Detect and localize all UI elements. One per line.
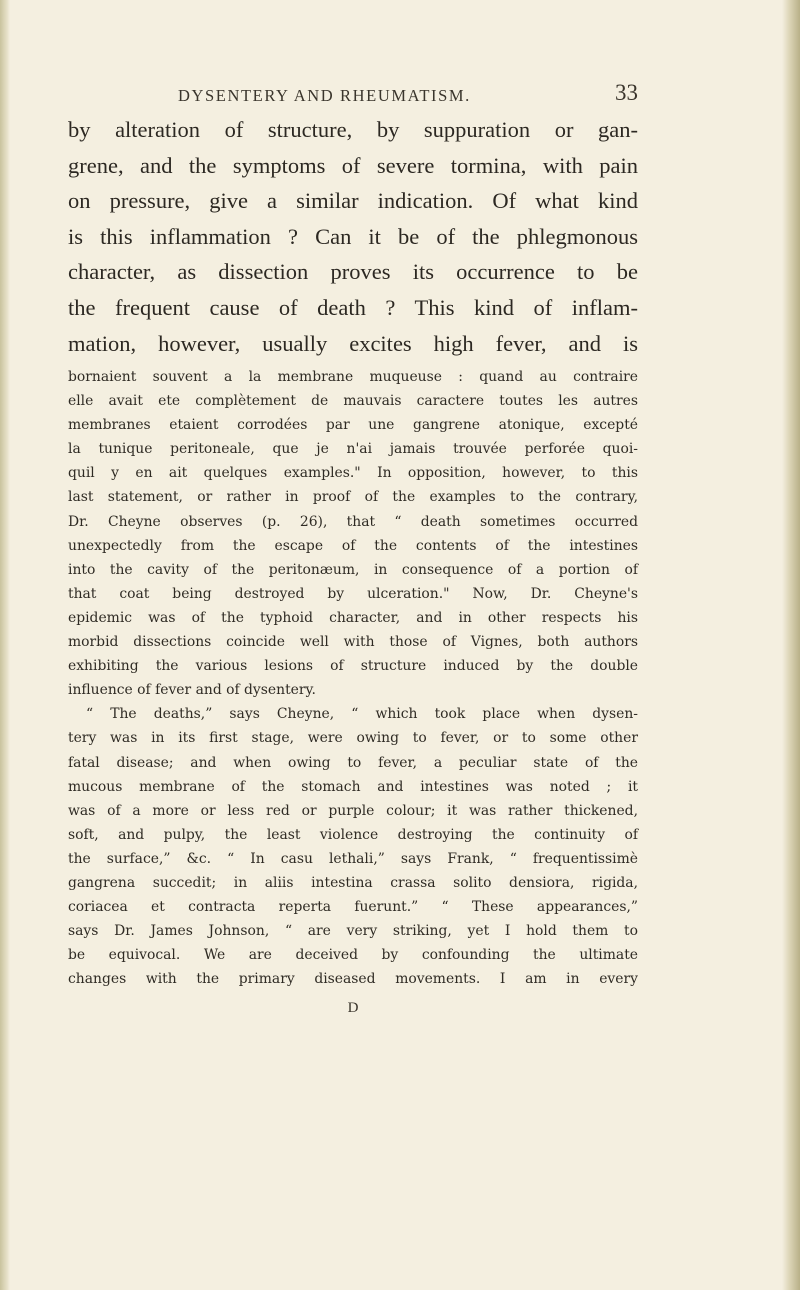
footnote-text-line: membranes etaient corrodées par une gangrene atonique, excepté — [68, 417, 638, 434]
footnote-text-line: tery was in its first stage, were owing to fever, or to some other — [68, 730, 638, 747]
signature-mark: D — [347, 1000, 359, 1016]
footnote-text-line: quil y en ait quelques examples." In opposition, however, to this — [68, 465, 638, 482]
footnote-text-line: bornaient souvent a la membrane muqueuse : quand au contraire — [68, 369, 638, 385]
page-left-shadow — [0, 0, 10, 1290]
main-text-line: the frequent cause of death ? This kind of inflam- — [68, 294, 638, 320]
footnote-text-line: be equivocal. We are deceived by confounding the ultimate — [68, 947, 638, 964]
footnote-text-line: morbid dissections coincide well with those of Vignes, both authors — [68, 634, 638, 651]
main-paragraph — [68, 112, 638, 361]
footnote-text-line: soft, and pulpy, the least violence destroying the continuity of — [68, 826, 638, 843]
footnote-text-line: says Dr. James Johnson, “ are very striking, yet I hold them to — [68, 923, 638, 940]
main-text-line: on pressure, give a similar indication. Of what kind — [68, 188, 638, 214]
footnote-text-line: fatal disease; and when owing to fever, a peculiar state of the — [68, 754, 638, 771]
footnote-text-line: “ The deaths,” says Cheyne, “ which took place when dysen- — [86, 706, 638, 723]
main-text-line: mation, however, usually excites high fever, and is — [68, 330, 638, 356]
footnote-text-line: the surface,” &c. “ In casu lethali,” says Frank, “ frequentissimè — [68, 850, 638, 867]
main-text-line: grene, and the symptoms of severe tormina, with pain — [68, 152, 638, 178]
footnote-text-line: exhibiting the various lesions of structure induced by the double — [68, 658, 638, 675]
footnote-text-line: was of a more or less red or purple colour; it was rather thickened, — [68, 802, 638, 819]
main-text-line: character, as dissection proves its occurrence to be — [68, 259, 638, 285]
footnote-text-line: unexpectedly from the escape of the contents of the intestines — [68, 537, 638, 554]
running-title: DYSENTERY AND RHEUMATISM. — [178, 86, 471, 105]
footnote-text-line: Dr. Cheyne observes (p. 26), that “ death sometimes occurred — [68, 513, 638, 530]
footnote-text-line: mucous membrane of the stomach and intestines was noted ; it — [68, 778, 638, 795]
footnote-text-line: gangrena succedit; in aliis intestina crassa solito densiora, rigida, — [68, 874, 638, 891]
main-text-line: by alteration of structure, by suppuration or gan- — [68, 117, 638, 142]
page-number: 33 — [615, 80, 638, 105]
footnote-text-line: into the cavity of the peritonæum, in consequence of a portion of — [68, 561, 638, 578]
footnote-text-line: elle avait ete complètement de mauvais caractere toutes les autres — [68, 393, 638, 410]
footnote-text-line: changes with the primary diseased movements. I am in every — [68, 971, 638, 988]
footnote-text-line: that coat being destroyed by ulceration." Now, Dr. Cheyne's — [68, 585, 638, 602]
footnote-text-line: influence of fever and of dysentery. — [68, 682, 316, 699]
footnote-paragraph — [68, 365, 638, 991]
footnote-text-line: la tunique peritoneale, que je n'ai jamais trouvée perforée quoi- — [68, 441, 638, 458]
main-text-line: is this inflammation ? Can it be of the phlegmonous — [68, 223, 638, 249]
footnote-text-line: coriacea et contracta reperta fuerunt.” “ These appearances,” — [68, 899, 638, 916]
footnote-text-line: epidemic was of the typhoid character, and in other respects his — [68, 609, 638, 626]
footnote-text-line: last statement, or rather in proof of the examples to the contrary, — [68, 489, 638, 506]
page-right-shadow — [782, 0, 800, 1290]
